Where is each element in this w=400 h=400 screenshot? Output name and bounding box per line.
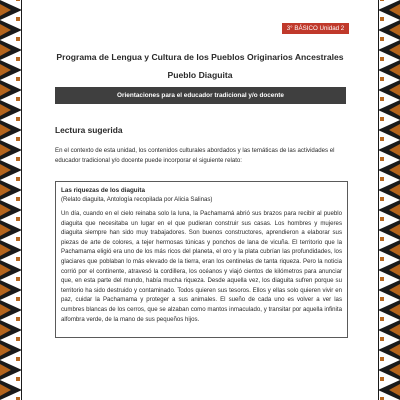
intro-paragraph: En el contexto de esta unidad, los contenidos culturales abordados y las temáticas de las actividades el educador tradicional y/o docente puede incorporar el siguiente relato: (55, 147, 335, 164)
program-title: Programa de Lengua y Cultura de los Pueblos Originarios Ancestrales (56, 52, 344, 62)
grade-badge: 3° BÁSICO Unidad 2 (282, 23, 349, 34)
diaguita-pattern-border-left (0, 0, 22, 400)
diaguita-pattern-border-right (378, 0, 400, 400)
guide-banner: Orientaciones para el educador tradicional y/o docente (55, 87, 346, 104)
story-box (55, 181, 348, 338)
people-title: Pueblo Diaguita (167, 70, 233, 80)
section-title: Lectura sugerida (55, 125, 123, 135)
story-source: (Relato diaguita, Antología recopilada por Alicia Salinas) (61, 196, 213, 203)
story-text: Un día, cuando en el cielo reinaba solo la luna, la Pachamamá abrió sus brazos para recibir al pueblo diaguita que necesitaba un lugar en el que pudieran construir sus casas. Los hombres y mujeres diaguita siempre han sido muy trabajadores. Son buenos constructores, aprendieron a elaborar sus piezas de arte de colores, a tejer hermosas túnicas y ponchos de lana de vicuña. El territorio que la Pachamama eligió era uno de los más ricos del planeta, el oro y la plata cubrían las profundidades, los glaciares que poblaban lo más elevado de la tierra, eran los centinelas de tanta riqueza. Pero la noticia corrió por el continente, atravesó la cordillera, los océanos y viajó cientos de kilómetros para anunciar que, en esta parte del mundo, había mucha riqueza. Desde aquella vez, los diaguita sufren porque su territorio ha sido destruido y contaminado. Todos quieren sus tesoros. Ellos y ellas solo quieren vivir en paz, cuidar la Pachamama y proteger a sus animales. El sueño de cada uno es volver a ver las cumbres blancas de los cerros, que se alzaban como mantos inmaculado, y transitar por aquella infinita alfombra verde, de la mano de sus pequeños hijos. (61, 210, 342, 323)
story-title: Las riquezas de los diaguita (61, 187, 145, 194)
